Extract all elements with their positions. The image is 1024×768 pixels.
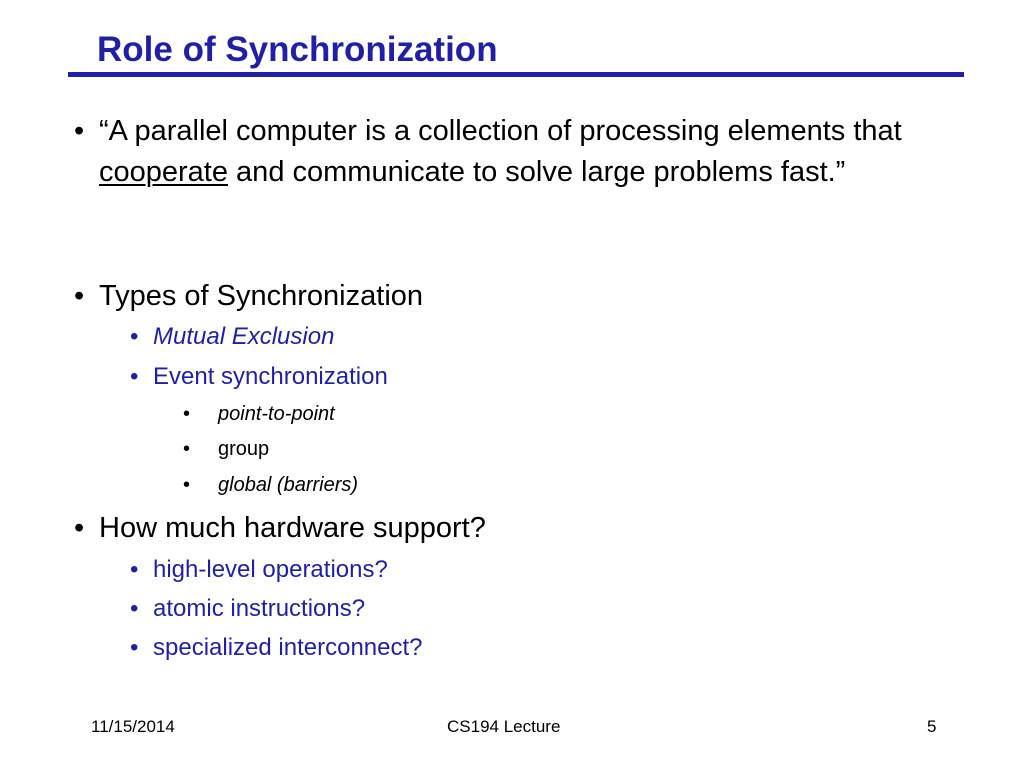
bullet-marker: •: [130, 595, 139, 622]
title-underline-rule: [68, 72, 964, 77]
subbullet-text: Event synchronization: [153, 363, 388, 390]
subbullet-text: Mutual Exclusion: [153, 323, 335, 350]
bullet-marker: •: [183, 403, 191, 425]
subsubbullet-text: global (barriers): [218, 474, 359, 496]
subbullet-high-level-operations: [130, 555, 388, 585]
bullet-quote: [74, 111, 969, 193]
subbullet-text: high-level operations?: [153, 556, 388, 583]
quote-text-part: “A parallel computer is a collection of processing elements that: [99, 115, 902, 147]
bullet-text: Types of Synchronization: [99, 280, 424, 312]
bullet-hardware-support: [74, 508, 969, 549]
quote-emphasis-cooperate: cooperate: [99, 156, 228, 188]
bullet-marker: •: [130, 634, 139, 661]
bullet-marker: •: [74, 512, 85, 544]
footer-center-text: CS194 Lecture: [447, 717, 561, 736]
subsubbullet-text: group: [218, 438, 270, 460]
subbullet-specialized-interconnect: [130, 633, 423, 663]
subsubbullet-text: point-to-point: [218, 403, 335, 425]
subbullet-event-synchronization: [130, 362, 388, 392]
bullet-quote-text: [99, 111, 969, 193]
bullet-marker: •: [130, 323, 139, 350]
bullet-marker: •: [130, 556, 139, 583]
footer-date: 11/15/2014: [91, 717, 175, 736]
subsubbullet-point-to-point: [183, 401, 335, 427]
bullet-text: How much hardware support?: [99, 512, 486, 544]
subbullet-text: atomic instructions?: [153, 595, 366, 622]
bullet-marker: •: [74, 115, 85, 147]
quote-text-part: and communicate to solve large problems fast.”: [228, 156, 846, 188]
subsubbullet-group: [183, 436, 269, 462]
bullet-marker: •: [183, 474, 191, 496]
subbullet-atomic-instructions: [130, 594, 365, 624]
footer-page-number: 5: [927, 717, 937, 736]
bullet-marker: •: [183, 438, 191, 460]
bullet-marker: •: [74, 280, 85, 312]
slide-title: Role of Synchronization: [97, 30, 498, 69]
subbullet-mutual-exclusion: [130, 322, 334, 352]
subbullet-text: specialized interconnect?: [153, 634, 423, 661]
bullet-types-of-synchronization: [74, 276, 969, 317]
bullet-marker: •: [130, 363, 139, 390]
subsubbullet-global-barriers: [183, 472, 358, 498]
